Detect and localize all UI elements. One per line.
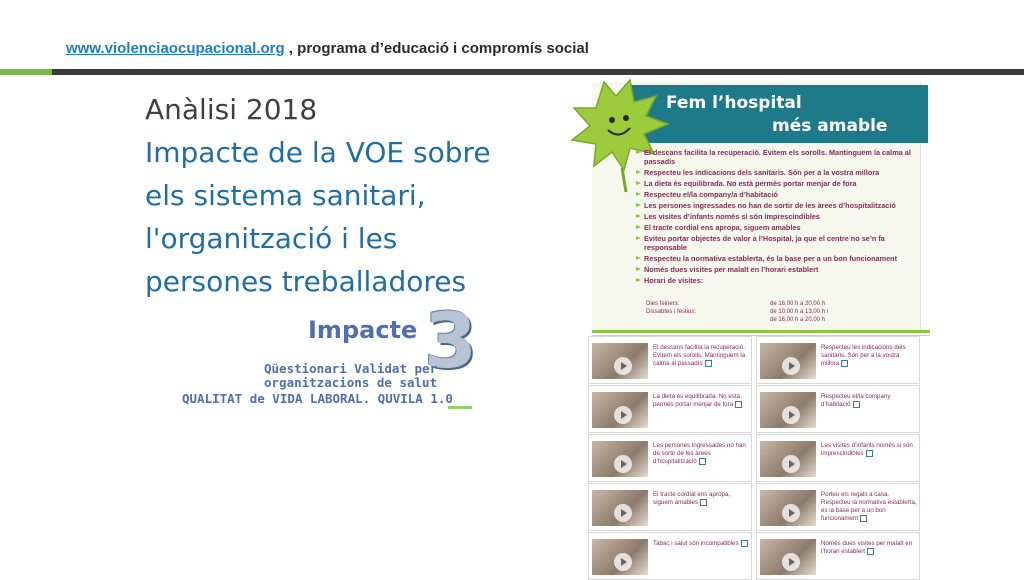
visit-label: Dissabtes i festius: (646, 309, 697, 315)
video-caption: Porteu els regals a casa. Respecteu la normativa establerta, és la base per a un bon funcionament (821, 491, 917, 523)
external-link-icon[interactable] (705, 360, 712, 367)
video-caption: Només dues visites per malalt en l’horari establert (821, 540, 913, 556)
video-card[interactable] (756, 434, 920, 482)
video-card[interactable] (588, 483, 752, 531)
impact-word: Impacte (308, 316, 418, 344)
video-caption: Les visites d’infants només si són imprescindibles (821, 442, 913, 458)
video-thumbnail (760, 490, 816, 526)
video-caption: Respecteu les indicacions dels sanitaris. Són per a la vostra millora (821, 344, 906, 368)
header-line (66, 40, 589, 57)
video-thumbnail (592, 490, 648, 526)
video-caption: Respecteu el/la company d’habitació (821, 393, 891, 409)
poster-rule: El tracte cordial ens apropa, siguem amables (636, 223, 926, 232)
visit-label: Dies feiners: (646, 301, 680, 307)
external-link-icon[interactable] (841, 360, 848, 367)
visit-hours-value: de 16,00 h a 20,00 h (770, 301, 826, 307)
play-icon[interactable] (614, 455, 632, 473)
video-card[interactable] (756, 385, 920, 433)
video-card[interactable] (588, 434, 752, 482)
poster-rule: Només dues visites per malalt en l’horari establert (636, 265, 926, 274)
video-thumbnail (592, 343, 648, 379)
poster-rule: Respecteu el/la company/a d’habitació (636, 190, 926, 199)
title-line: l'organització i les (145, 222, 398, 255)
banner-line-1: Fem l’hospital (666, 93, 802, 113)
poster-rule: El descans facilita la recuperació. Evitem els sorolls. Mantinguem la calma al passadís (636, 148, 926, 166)
accent-bar-green (0, 69, 52, 75)
play-icon[interactable] (782, 406, 800, 424)
video-card[interactable] (756, 483, 920, 531)
play-icon[interactable] (614, 553, 632, 571)
impact-line-3: QUALITAT de VIDA LABORAL. QUVILA 1.0 (182, 391, 453, 406)
impact-underline (448, 406, 472, 409)
title-year: Anàlisi 2018 (145, 93, 318, 126)
header-tagline: , programa d’educació i compromís social (284, 40, 589, 57)
video-caption: El tracte cordial ens apropa, siguem amables (653, 491, 731, 507)
video-thumbnail (760, 441, 816, 477)
title-line: persones treballadores (145, 265, 467, 298)
poster-rule: Les persones ingressades no han de sortir de les àrees d’hospitalització (636, 201, 926, 210)
hospital-poster (584, 78, 922, 578)
impact-line-1: Qüestionari Validat per (264, 361, 438, 376)
poster-rule: La dieta és equilibrada. No està permès portar menjar de fora (636, 179, 926, 188)
poster-top (592, 82, 921, 332)
video-card[interactable] (588, 385, 752, 433)
slide-title (145, 88, 491, 303)
play-icon[interactable] (782, 553, 800, 571)
play-icon[interactable] (782, 455, 800, 473)
video-card[interactable] (756, 532, 920, 580)
title-line: Impacte de la VOE sobre (145, 136, 491, 169)
visits-title: Horari de visites: (636, 276, 926, 285)
video-caption: La dieta és equilibrada. No està permès portar menjar de fora (653, 393, 749, 409)
play-icon[interactable] (614, 406, 632, 424)
external-link-icon[interactable] (700, 499, 707, 506)
poster-rule: Eviteu portar objectes de valor a l’Hospital, ja que el centre no se’n fa responsable (636, 234, 926, 252)
video-caption: Tabac i salut són incompatibles (653, 540, 749, 548)
visit-hours-value: de 10,00 h a 13,00 h i (770, 309, 829, 315)
play-icon[interactable] (782, 357, 800, 375)
external-link-icon[interactable] (866, 450, 873, 457)
visit-hours-col (770, 300, 828, 324)
video-thumbnail (592, 441, 648, 477)
external-link-icon[interactable] (741, 540, 748, 547)
visit-hours (646, 300, 829, 323)
poster-rules (636, 148, 926, 287)
video-thumbnail (592, 539, 648, 575)
video-card[interactable] (756, 336, 920, 384)
video-thumbnail (760, 343, 816, 379)
impact-number: 3 (424, 296, 477, 385)
poster-rule: Les visites d’infants només si són imprescindibles (636, 212, 926, 221)
play-icon[interactable] (782, 504, 800, 522)
accent-bar-dark (52, 69, 1024, 75)
impact-logo (180, 296, 480, 414)
video-card[interactable] (588, 336, 752, 384)
video-caption: El descans facilita la recuperació. Evitem els sorolls. Mantinguem la calma al passadís (653, 344, 746, 368)
external-link-icon[interactable] (860, 515, 867, 522)
title-line: els sistema sanitari, (145, 179, 426, 212)
external-link-icon[interactable] (853, 401, 860, 408)
poster-divider (592, 330, 930, 333)
play-icon[interactable] (614, 504, 632, 522)
external-link-icon[interactable] (735, 401, 742, 408)
website-link[interactable]: www.violenciaocupacional.org (66, 40, 285, 57)
visit-hours-value: de 16,00 h a 20,00 h (770, 317, 826, 323)
poster-rule: Respecteu les indicacions dels sanitaris. Són per a la vostra millora (636, 168, 926, 177)
video-thumbnail (760, 539, 816, 575)
video-thumbnail (760, 392, 816, 428)
impact-line-2: organitzacions de salut (264, 375, 438, 390)
video-thumbnail (592, 392, 648, 428)
poster-rule: Respecteu la normativa establerta, és la base per a un bon funcionament (636, 254, 926, 263)
banner-line-2: més amable (772, 116, 888, 136)
video-card[interactable] (588, 532, 752, 580)
play-icon[interactable] (614, 357, 632, 375)
external-link-icon[interactable] (867, 548, 874, 555)
external-link-icon[interactable] (699, 458, 706, 465)
video-caption: Les persones ingressades no han de sortir de les àrees d’hospitalització (653, 442, 746, 466)
